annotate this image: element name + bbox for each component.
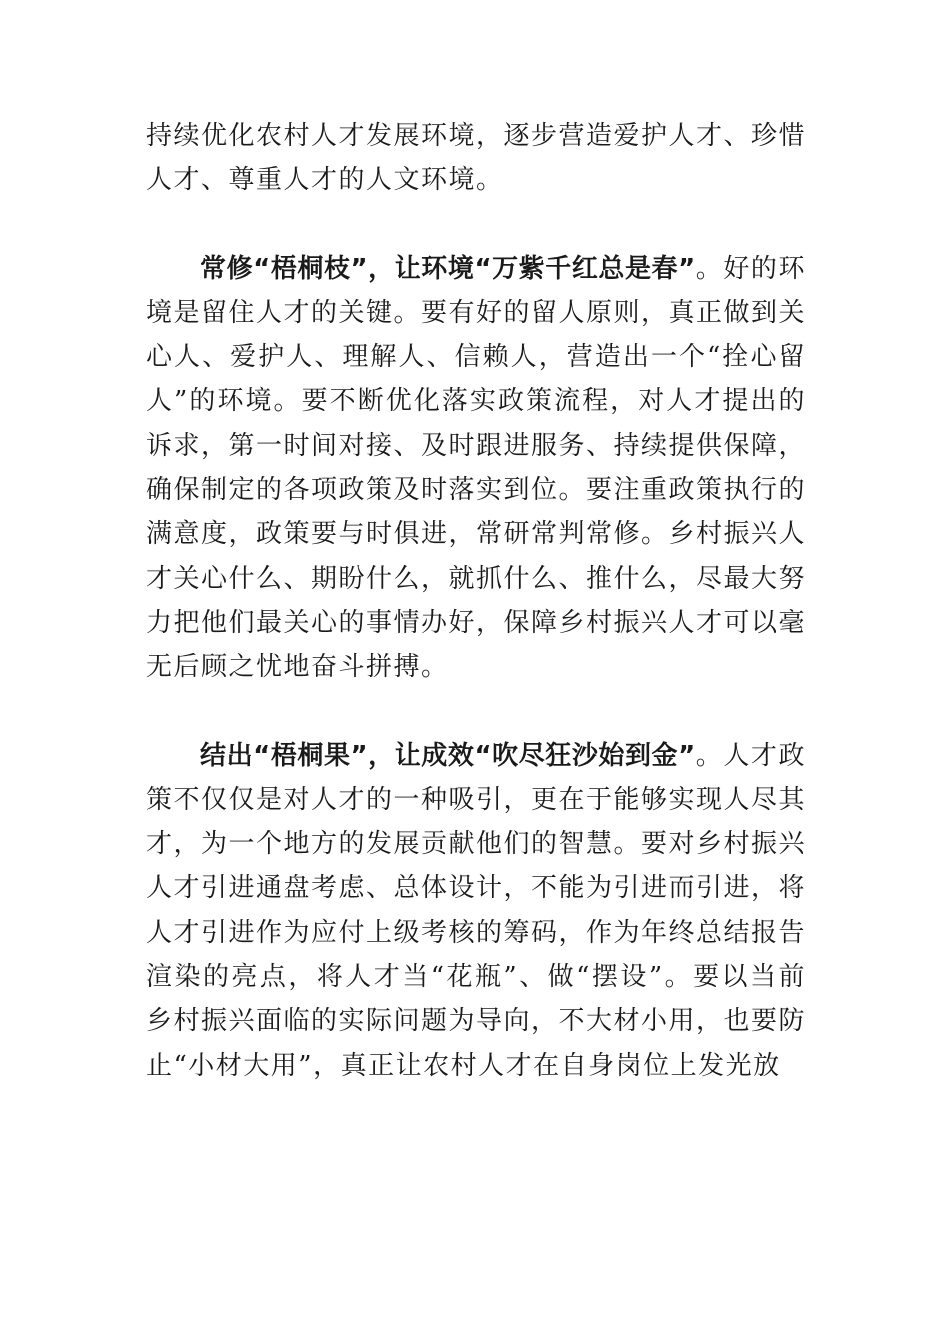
paragraph-heading: 结出“梧桐果”，让成效“吹尽狂沙始到金”	[200, 740, 696, 771]
paragraph-body: 。人才政策不仅仅是对人才的一种吸引，更在于能够实现人尽其才，为一个地方的发展贡献他们的智慧。要对乡村振兴人才引进通盘考虑、总体设计，不能为引进而引进，将人才引进作为应付上级考核的筹码，作为年终总结报告渲染的亮点，将人才当“花瓶”、做“摆设”。要以当前乡村振兴面临的实际问题为导向，不大材小用，也要防止“小材大用”，真正让农村人才在自身岗位上发光放	[146, 740, 807, 1081]
paragraph-body: 持续优化农村人才发展环境，逐步营造爱护人才、珍惜人才、尊重人才的人文环境。	[146, 121, 807, 196]
text-column	[146, 114, 806, 1088]
paragraph-wutong-branch	[146, 247, 806, 690]
paragraph-heading: 常修“梧桐枝”，让环境“万紫千红总是春”	[200, 253, 696, 284]
paragraph-body: 。好的环境是留住人才的关键。要有好的留人原则，真正做到关心人、爱护人、理解人、信赖人，营造出一个“拴心留人”的环境。要不断优化落实政策流程，对人才提出的诉求，第一时间对接、及时跟进服务、持续提供保障，确保制定的各项政策及时落实到位。要注重政策执行的满意度，政策要与时俱进，常研常判常修。乡村振兴人才关心什么、期盼什么，就抓什么、推什么，尽最大努力把他们最关心的事情办好，保障乡村振兴人才可以毫无后顾之忧地奋斗拼搏。	[146, 253, 807, 683]
paragraph-wutong-fruit	[146, 734, 806, 1088]
paragraph-continuation	[146, 114, 806, 203]
